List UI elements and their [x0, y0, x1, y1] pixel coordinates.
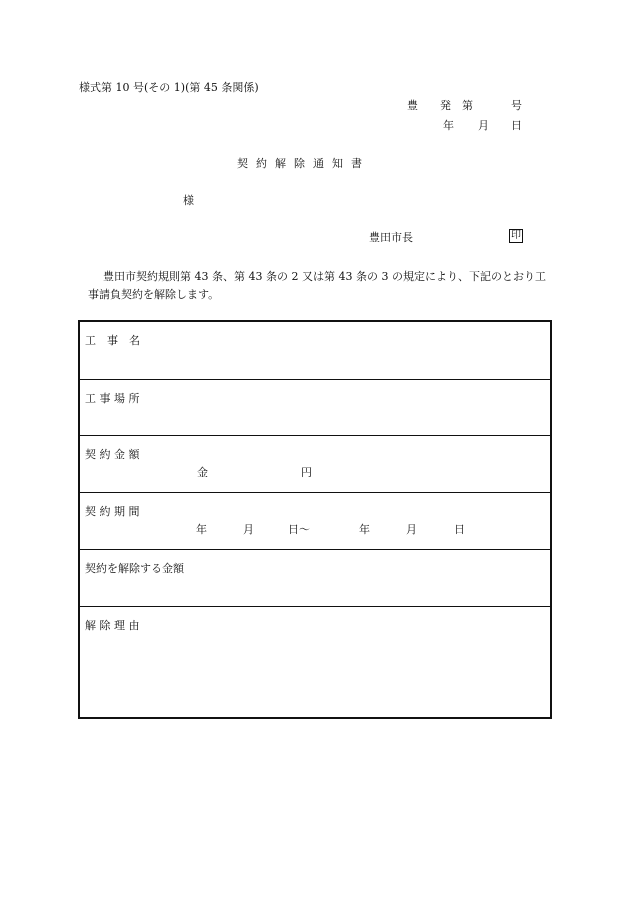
label-contract-period: 契 約 期 間: [85, 505, 140, 518]
seal-stamp-icon: 印: [511, 230, 521, 241]
table-row-contract-period: [80, 492, 550, 550]
table-row-construction-site: [80, 379, 550, 436]
form-number: 様式第 10 号(その 1)(第 45 条関係): [79, 81, 259, 94]
table-row-cancel-amount: [80, 549, 550, 607]
label-cancel-amount: 契約を解除する金額: [85, 562, 184, 575]
amount-en: 円: [301, 466, 312, 479]
issue-prefix: 豊: [407, 99, 418, 112]
issue-dai: 第: [462, 99, 473, 112]
period-to-day: 日: [454, 523, 465, 536]
period-to-month: 月: [406, 523, 417, 536]
period-from-day: 日～: [288, 523, 310, 536]
period-to-year: 年: [359, 523, 370, 536]
sender-name: 豊田市長: [369, 231, 413, 244]
label-contract-amount: 契 約 金 額: [85, 448, 140, 461]
table-row-contract-amount: [80, 435, 550, 493]
issue-day: 日: [511, 119, 522, 132]
amount-kin: 金: [197, 466, 208, 479]
notice-body: [88, 268, 548, 304]
document-title: 契約解除通知書: [237, 157, 370, 170]
contract-detail-table: [78, 320, 552, 719]
label-construction-site: 工 事 場 所: [85, 392, 140, 405]
table-row-construction-name: [80, 322, 550, 379]
issue-go: 号: [511, 99, 522, 112]
issue-month: 月: [478, 119, 489, 132]
issue-hatsu: 発: [440, 99, 451, 112]
notice-body-text: 豊田市契約規則第 43 条、第 43 条の 2 又は第 43 条の 3 の規定により、下記のとおり工事請負契約を解除します。: [88, 270, 546, 301]
issue-year: 年: [443, 119, 454, 132]
label-cancel-reason: 解 除 理 由: [85, 619, 140, 632]
addressee-suffix: 様: [183, 194, 194, 207]
period-from-month: 月: [243, 523, 254, 536]
label-construction-name: 工 事 名: [85, 334, 140, 347]
table-row-cancel-reason: [80, 606, 550, 718]
period-from-year: 年: [196, 523, 207, 536]
